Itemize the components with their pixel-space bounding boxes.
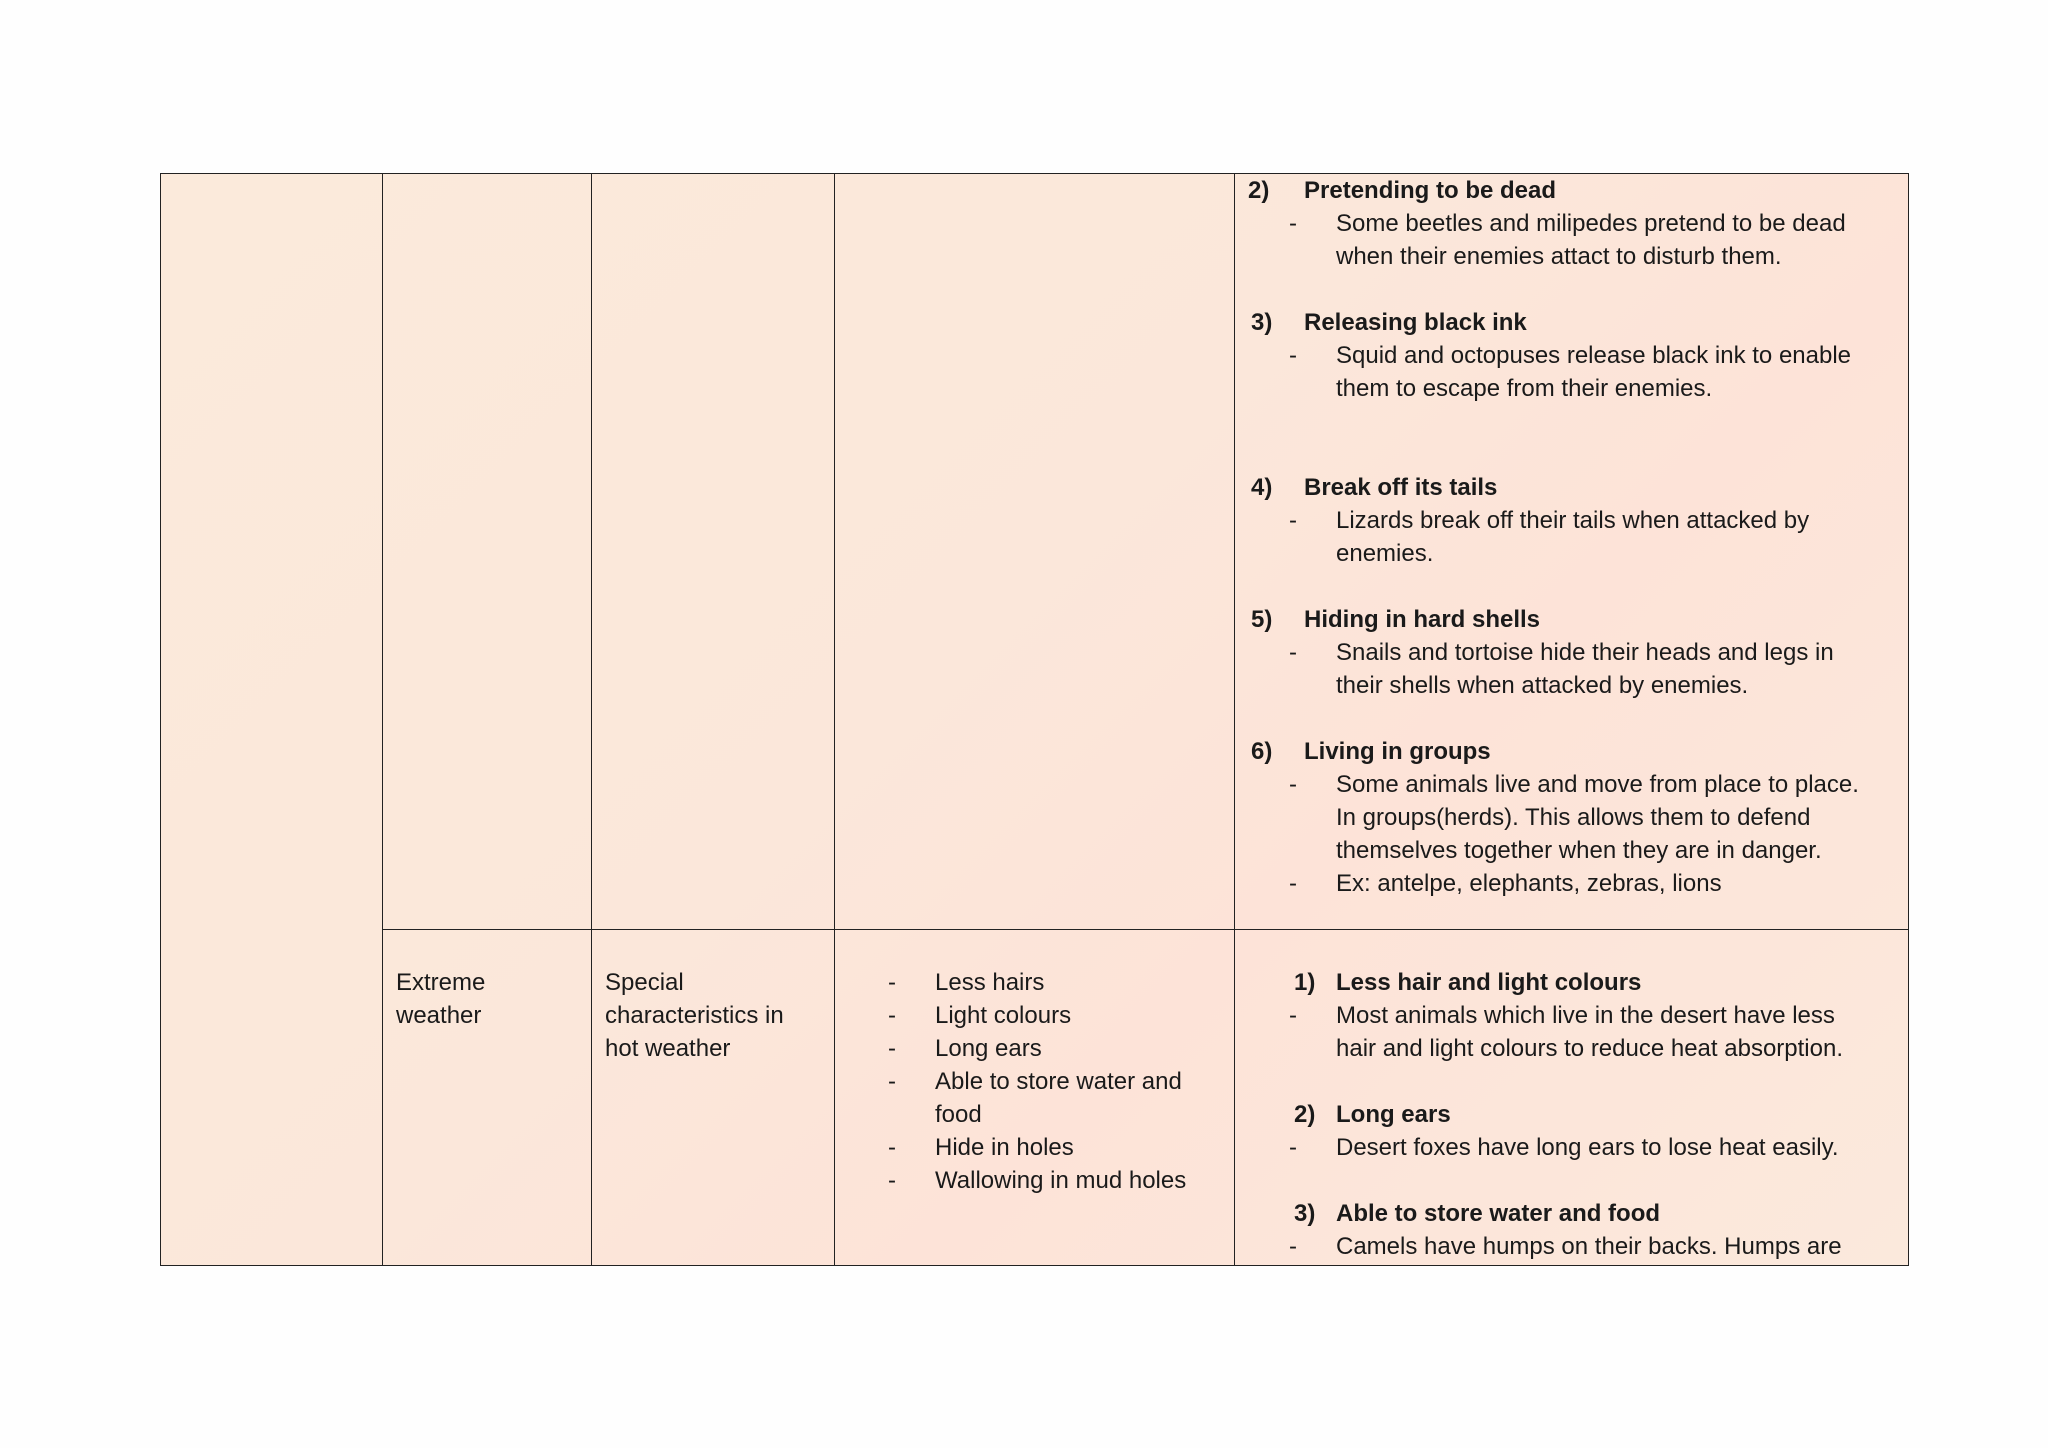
item-title: Hiding in hard shells [1304, 606, 1541, 633]
list-item: food [935, 1101, 982, 1128]
item-line: their shells when attacked by enemies. [1336, 672, 1749, 699]
item-line: themselves together when they are in danger. [1336, 837, 1822, 864]
item-line: Some animals live and move from place to place. [1336, 771, 1859, 798]
item-title: Releasing black ink [1304, 309, 1527, 336]
item-line: Most animals which live in the desert have less [1336, 1002, 1835, 1029]
row-divider [382, 929, 1908, 930]
bullet-dash: - [888, 1002, 896, 1029]
item-number: 3) [1251, 309, 1273, 336]
item-title: Living in groups [1304, 738, 1491, 765]
list-item: Hide in holes [935, 1134, 1074, 1161]
item-line: them to escape from their enemies. [1336, 375, 1713, 402]
bullet-dash: - [1289, 771, 1297, 798]
item-line: Some beetles and milipedes pretend to be dead [1336, 210, 1846, 237]
bullet-dash: - [1289, 870, 1297, 897]
bullet-dash: - [1289, 507, 1297, 534]
column-divider [834, 174, 835, 1265]
item-line: hair and light colours to reduce heat absorption. [1336, 1035, 1843, 1062]
item-line: Squid and octopuses release black ink to enable [1336, 342, 1852, 369]
bullet-dash: - [888, 969, 896, 996]
item-number: 4) [1251, 474, 1273, 501]
item-title: Pretending to be dead [1304, 177, 1557, 204]
list-item: Less hairs [935, 969, 1045, 996]
item-line: Camels have humps on their backs. Humps are [1336, 1233, 1842, 1260]
list-item: Able to store water and [935, 1068, 1182, 1095]
topic-label: weather [396, 1002, 482, 1029]
item-title: Less hair and light colours [1336, 969, 1642, 996]
list-item: Light colours [935, 1002, 1072, 1029]
item-title: Break off its tails [1304, 474, 1498, 501]
bullet-dash: - [1289, 1134, 1297, 1161]
item-number: 2) [1294, 1101, 1316, 1128]
item-line: Desert foxes have long ears to lose heat easily. [1336, 1134, 1839, 1161]
item-line: In groups(herds). This allows them to defend [1336, 804, 1811, 831]
item-title: Long ears [1336, 1101, 1451, 1128]
bullet-dash: - [1289, 1002, 1297, 1029]
item-number: 2) [1248, 177, 1270, 204]
list-item: Wallowing in mud holes [935, 1167, 1187, 1194]
adaptations-table [160, 173, 1909, 1266]
item-line: Snails and tortoise hide their heads and legs in [1336, 639, 1834, 666]
bullet-dash: - [1289, 1233, 1297, 1260]
bullet-dash: - [888, 1035, 896, 1062]
item-line: enemies. [1336, 540, 1434, 567]
column-divider [382, 174, 383, 1265]
subtopic-label: Special [605, 969, 684, 996]
subtopic-label: hot weather [605, 1035, 731, 1062]
item-line: Ex: antelpe, elephants, zebras, lions [1336, 870, 1722, 897]
list-item: Long ears [935, 1035, 1042, 1062]
column-divider [591, 174, 592, 1265]
bullet-dash: - [1289, 210, 1297, 237]
item-number: 5) [1251, 606, 1273, 633]
column-divider [1234, 174, 1235, 1265]
item-number: 3) [1294, 1200, 1316, 1227]
item-line: Lizards break off their tails when attacked by [1336, 507, 1810, 534]
bullet-dash: - [1289, 639, 1297, 666]
bullet-dash: - [888, 1134, 896, 1161]
bullet-dash: - [888, 1068, 896, 1095]
item-title: Able to store water and food [1336, 1200, 1661, 1227]
topic-label: Extreme [396, 969, 486, 996]
bullet-dash: - [888, 1167, 896, 1194]
bullet-dash: - [1289, 342, 1297, 369]
item-number: 1) [1294, 969, 1316, 996]
item-line: when their enemies attact to disturb them. [1336, 243, 1782, 270]
subtopic-label: characteristics in [605, 1002, 784, 1029]
item-number: 6) [1251, 738, 1273, 765]
